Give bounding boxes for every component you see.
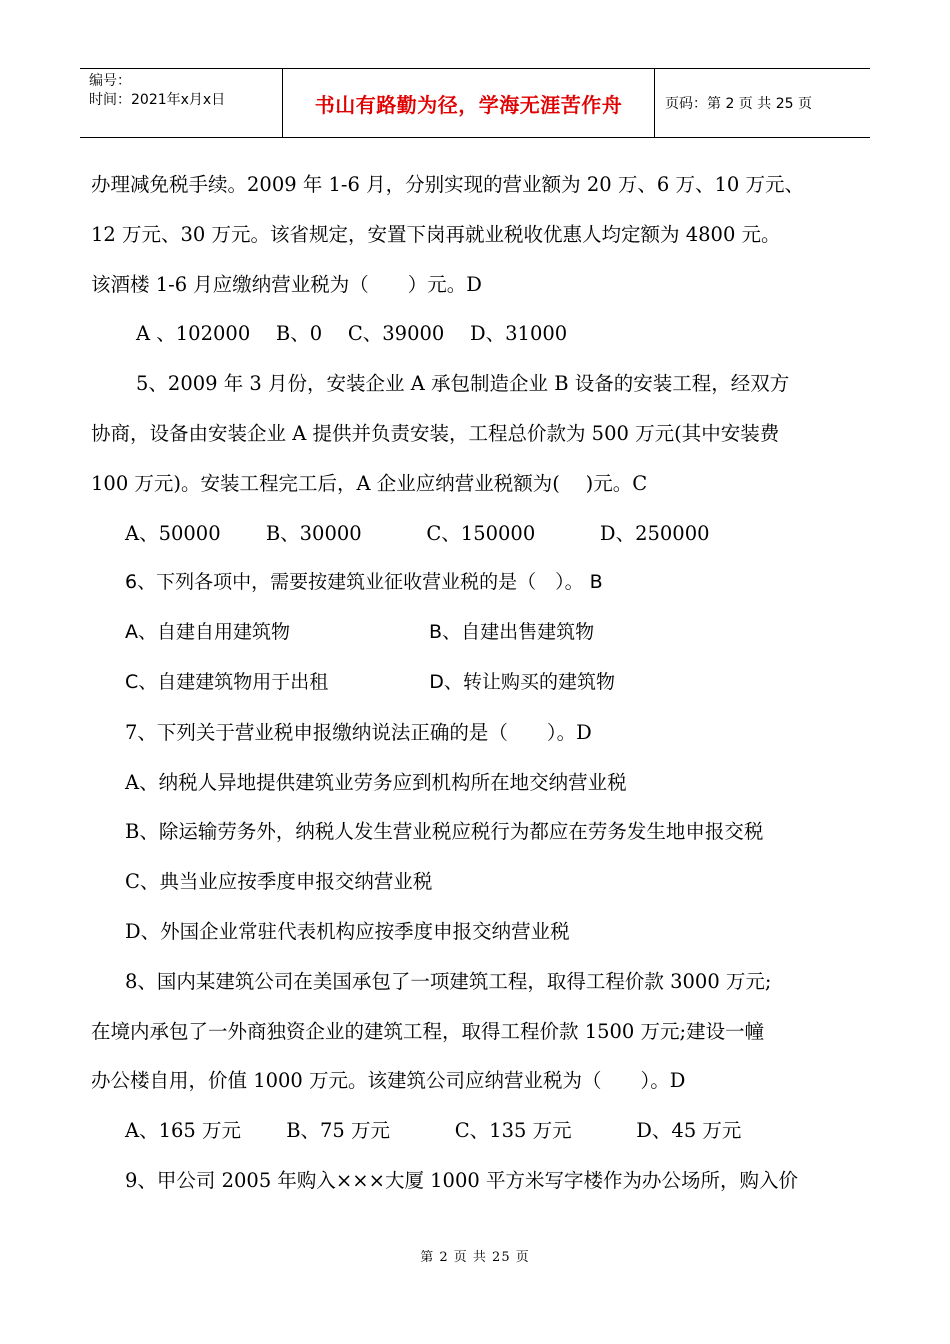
- header-table: [80, 68, 870, 138]
- option-line: A、纳税人异地提供建筑业劳务应到机构所在地交纳营业税: [125, 770, 627, 794]
- motto-text: 书山有路勤为径，学海无涯苦作舟: [314, 92, 623, 117]
- text-line: 在境内承包了一外商独资企业的建筑工程，取得工程价款 1500 万元;建设一幢: [91, 1019, 765, 1043]
- options-line: A、自建自用建筑物 B、自建出售建筑物: [125, 621, 595, 644]
- header-motto-cell: [282, 69, 655, 137]
- options-line: A、50000 B、30000 C、150000 D、250000: [125, 521, 710, 545]
- question-line: 8、国内某建筑公司在美国承包了一项建筑工程，取得工程价款 3000 万元;: [125, 969, 772, 993]
- number-label: 编号：: [89, 73, 131, 89]
- question-line: 7、下列关于营业税申报缴纳说法正确的是（ ）。D: [125, 720, 592, 744]
- text-line: 100 万元)。安装工程完工后，A 企业应纳营业税额为( )元。C: [91, 471, 648, 495]
- question-line: 9、甲公司 2005 年购入×××大厦 1000 平方米写字楼作为办公场所，购入价: [125, 1168, 798, 1192]
- text-line: 办公楼自用，价值 1000 万元。该建筑公司应纳营业税为（ ）。D: [91, 1069, 686, 1093]
- options-line: A、165 万元 B、75 万元 C、135 万元 D、45 万元: [125, 1119, 742, 1143]
- header-page-cell: [655, 69, 870, 137]
- header-left-cell: [80, 69, 282, 137]
- text-line: 办理减免税手续。2009 年 1-6 月，分别实现的营业额为 20 万、6 万、10 万元、: [91, 173, 804, 196]
- option-line: C、典当业应按季度申报交纳营业税: [125, 870, 433, 894]
- text-line: 该酒楼 1-6 月应缴纳营业税为（ ）元。D: [91, 272, 482, 296]
- text-line: 12 万元、30 万元。该省规定，安置下岗再就业税收优惠人均定额为 4800 元。: [91, 222, 781, 246]
- page-info: 页码：第 2 页 共 25 页: [665, 96, 812, 112]
- question-line: 5、2009 年 3 月份，安装企业 A 承包制造企业 B 设备的安装工程，经双方: [136, 372, 790, 396]
- question-line: 6、下列各项中，需要按建筑业征收营业税的是（ ）。 B: [125, 571, 603, 594]
- text-line: 协商，设备由安装企业 A 提供并负责安装，工程总价款为 500 万元(其中安装费: [91, 421, 780, 445]
- time-label: 时间：2021年x月x日: [89, 92, 226, 108]
- option-line: D、外国企业常驻代表机构应按季度申报交纳营业税: [125, 919, 570, 943]
- options-line: A 、102000 B、0 C、39000 D、31000: [136, 322, 568, 346]
- page-footer: 第 2 页 共 25 页: [420, 1250, 530, 1265]
- document-body: [91, 160, 881, 1206]
- options-line: C、自建建筑物用于出租 D、转让购买的建筑物: [125, 670, 615, 693]
- option-line: B、除运输劳务外，纳税人发生营业税应税行为都应在劳务发生地申报交税: [125, 820, 764, 844]
